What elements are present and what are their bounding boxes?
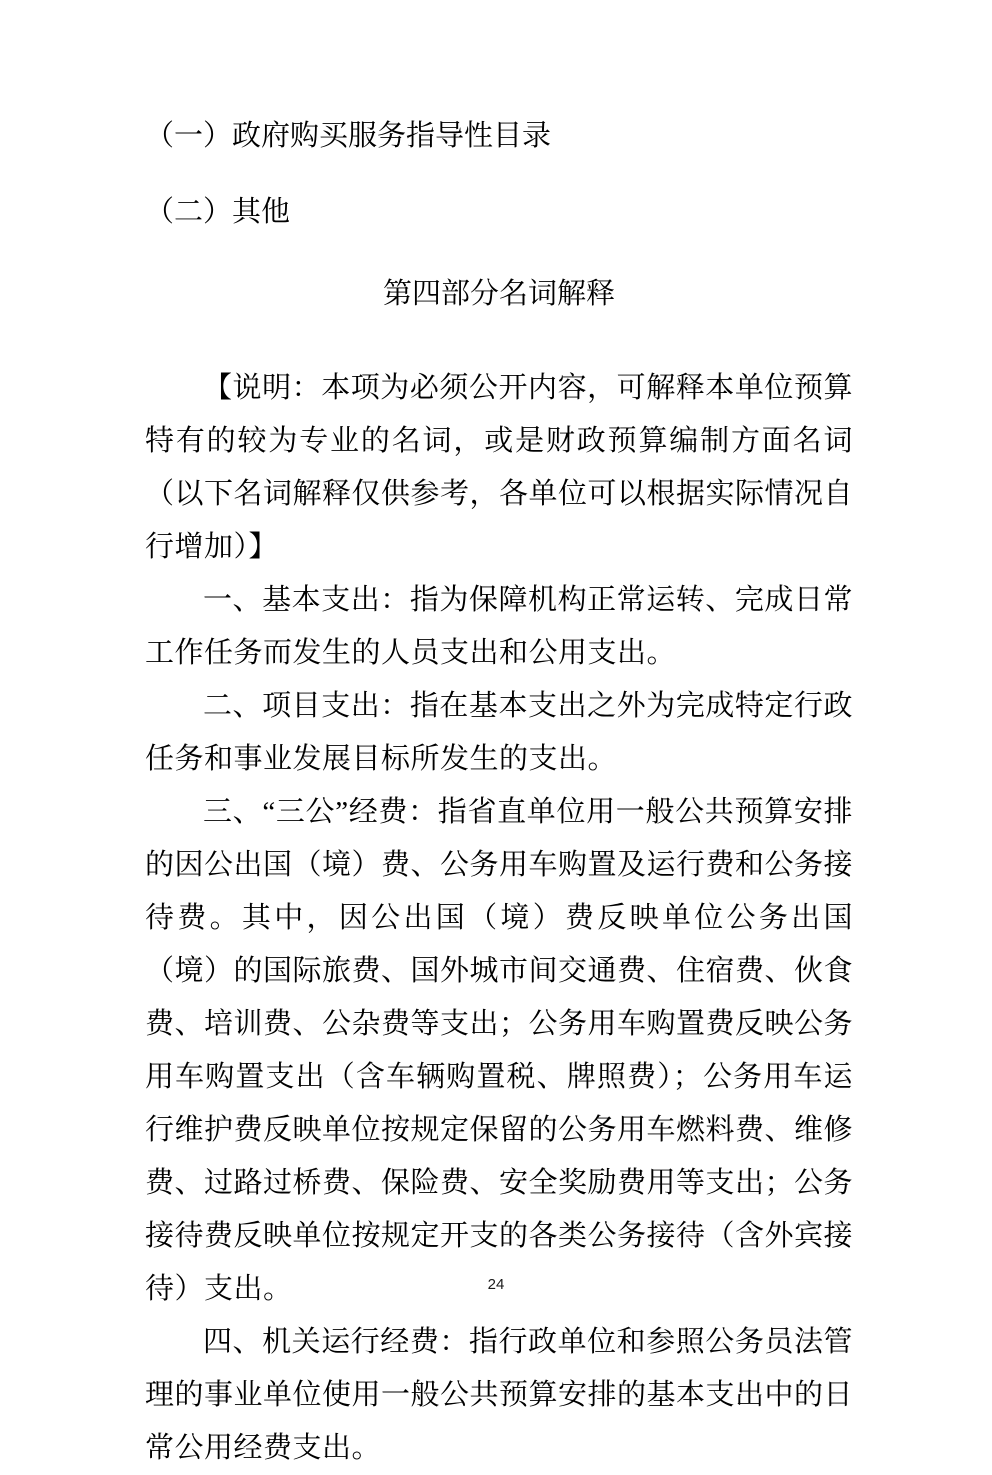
section-title: 第四部分名词解释 [382,278,615,310]
body-text-block [145,362,853,1475]
paragraph-explanation: 【说明：本项为必须公开内容，可解释本单位预算特有的较为专业的名词，或是财政预算编制方面名词（以下名词解释仅供参考，各单位可以根据实际情况自行增加）】 [145,372,854,563]
paragraph-project-expenditure: 二、项目支出：指在基本支出之外为完成特定行政任务和事业发展目标所发生的支出。 [145,690,853,775]
list-heading-1: （一）政府购买服务指导性目录 [145,120,552,152]
document-page [145,118,853,1475]
page-number: 24 [487,1276,505,1293]
paragraph-agency-operating-funds: 四、机关运行经费：指行政单位和参照公务员法管理的事业单位使用一般公共预算安排的基本支出中的日常公用经费支出。 [145,1326,854,1464]
list-heading-2: （二）其他 [145,196,291,228]
paragraph-basic-expenditure: 一、基本支出：指为保障机构正常运转、完成日常工作任务而发生的人员支出和公用支出。 [145,584,853,669]
paragraph-three-public-funds: 三、“三公”经费：指省直单位用一般公共预算安排的因公出国（境）费、公务用车购置及运行费和公务接待费。其中，因公出国（境）费反映单位公务出国（境）的国际旅费、国外城市间交通费、住宿费、伙食费、培训费、公杂费等支出；公务用车购置费反映公务用车购置支出（含车辆购置税、牌照费）；公务用车运行维护费反映单位按规定保留的公务用车燃料费、维修费、过路过桥费、保险费、安全奖励费用等支出；公务接待费反映单位按规定开支的各类公务接待（含外宾接待）支出。 [145,796,854,1305]
